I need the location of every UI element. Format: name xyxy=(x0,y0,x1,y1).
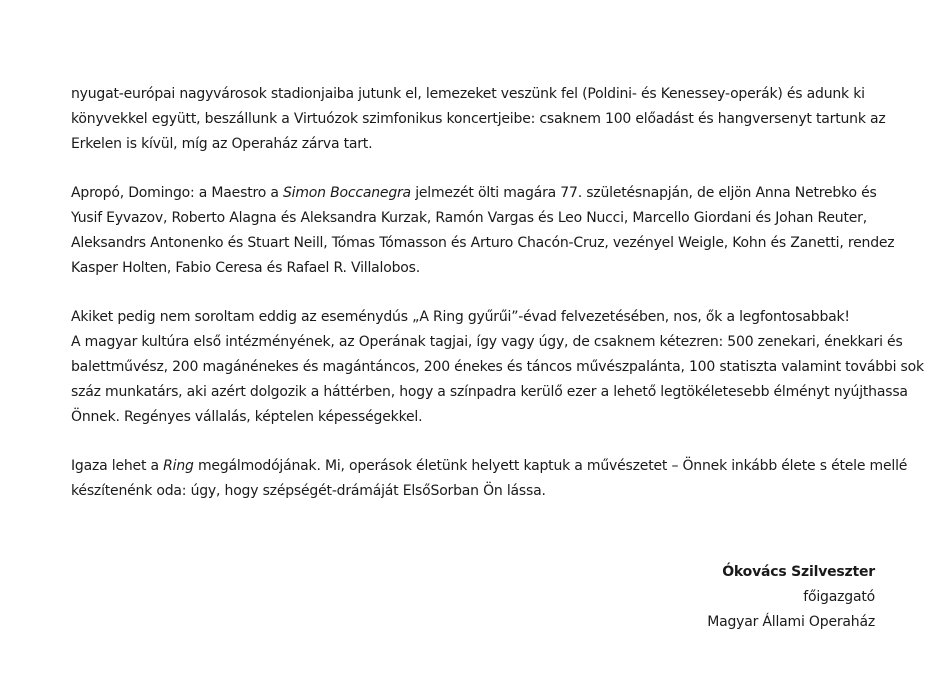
italic-title: Simon Boccanegra xyxy=(282,185,411,201)
text-run: megálmodójának. Mi, operások életünk helyett kaptuk a művészetet – Önnek inkább élete s étele mellé xyxy=(193,458,908,474)
text-run: száz munkatárs, aki azért dolgozik a háttérben, hogy a színpadra kerülő ezer a lehető legtökéletesebb élményt nyújthassa xyxy=(71,384,908,400)
text-line xyxy=(71,479,881,504)
paragraph xyxy=(71,454,908,504)
text-run: balettművész, 200 magánénekes és magántáncos, 200 énekes és táncos művészpalánta, 100 statiszta valamint további sok xyxy=(71,359,924,375)
text-run: Kasper Holten, Fabio Ceresa és Rafael R. Villalobos. xyxy=(71,260,420,276)
text-run: Erkelen is kívül, míg az Operaház zárva tart. xyxy=(71,136,373,152)
text-line xyxy=(71,380,908,405)
text-line xyxy=(71,82,881,107)
text-run: jelmezét ölti magára 77. születésnapján, de eljön Anna Netrebko és xyxy=(410,185,877,201)
text-run: Önnek. Regényes vállalás, képtelen képességekkel. xyxy=(71,409,423,425)
text-run: könyvekkel együtt, beszállunk a Virtuózok szimfonikus koncertjeibe: csaknem 100 előadást és hangversenyt tartunk az xyxy=(71,111,886,127)
text-run: Aleksandrs Antonenko és Stuart Neill, Tómas Tómasson és Arturo Chacón-Cruz, vezényel Weigle, Kohn és Zanetti, rendez xyxy=(71,235,895,251)
text-line xyxy=(71,454,908,479)
signature-name: Ókovács Szilveszter xyxy=(722,564,875,580)
text-run: Akiket pedig nem soroltam eddig az eseménydús „A Ring gyűrűi”-évad felvezetésében, nos, ők a legfontosabbak! xyxy=(71,309,850,325)
text-run: készítenénk oda: úgy, hogy szépségét-drámáját ElsőSorban Ön lássa. xyxy=(71,483,546,499)
signature-title: főigazgató xyxy=(803,589,875,605)
text-line xyxy=(71,132,881,157)
text-run: A magyar kultúra első intézményének, az Operának tagjai, így vagy úgy, de csaknem kétezren: 500 zenekari, énekkari és xyxy=(71,334,903,350)
signature-institution: Magyar Állami Operaház xyxy=(707,614,875,630)
text-line xyxy=(71,305,881,330)
italic-title: Ring xyxy=(163,458,194,474)
text-run: Igaza lehet a xyxy=(71,458,164,474)
text-run: nyugat-európai nagyvárosok stadionjaiba jutunk el, lemezeket veszünk fel (Poldini- és Kenessey-operák) és adunk ki xyxy=(71,86,865,102)
letter-body xyxy=(71,82,924,528)
text-line xyxy=(71,181,881,206)
text-line xyxy=(71,206,881,231)
text-line xyxy=(71,256,881,281)
text-line xyxy=(71,330,903,355)
text-line xyxy=(71,107,886,132)
text-line xyxy=(71,355,924,380)
paragraph xyxy=(71,181,895,281)
text-run: Yusif Eyvazov, Roberto Alagna és Aleksandra Kurzak, Ramón Vargas és Leo Nucci, Marcello Giordani és Johan Reuter, xyxy=(71,210,867,226)
text-line xyxy=(71,231,895,256)
paragraph xyxy=(71,305,924,430)
text-line xyxy=(71,405,881,430)
text-run: Apropó, Domingo: a Maestro a xyxy=(71,185,283,201)
paragraph xyxy=(71,82,886,157)
signature-block xyxy=(707,560,875,635)
